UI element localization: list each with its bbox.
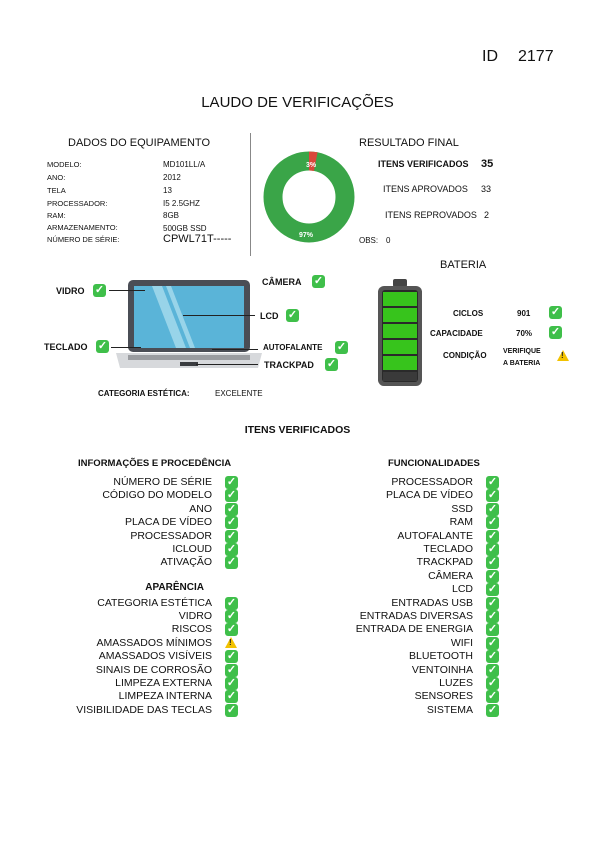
- checklist-item: CATEGORIA ESTÉTICA: [97, 596, 212, 609]
- checklist-item: VIDRO: [178, 610, 212, 622]
- check-icon: ✓: [487, 596, 498, 609]
- checklist-item: NÚMERO DE SÉRIE: [113, 476, 212, 488]
- spec-value: MD101LL/A: [163, 160, 206, 169]
- check-icon: ✓: [487, 556, 498, 569]
- check-icon: ✓: [487, 489, 498, 502]
- donut-pass-segment: [273, 161, 345, 233]
- donut-pass-label: 97%: [298, 232, 314, 239]
- check-icon: ✓: [487, 703, 498, 716]
- checklist-item: PLACA DE VÍDEO: [125, 516, 212, 529]
- check-icon: ✓: [226, 529, 237, 542]
- check-icon: ✓: [487, 663, 498, 676]
- donut-fail-label: 3%: [305, 162, 317, 169]
- camera-label: CÂMERA: [262, 277, 302, 287]
- check-icon: ✓: [94, 284, 105, 296]
- checked-heading: ITENS VERIFICADOS: [244, 424, 351, 436]
- check-icon: ✓: [326, 358, 337, 370]
- spec-label: RAM:: [47, 211, 66, 220]
- approved-value: 33: [481, 184, 492, 194]
- check-icon: ✓: [336, 341, 347, 353]
- check-icon: ✓: [226, 476, 237, 488]
- check-icon: ✓: [487, 677, 498, 689]
- checklist-item: ENTRADAS DIVERSAS: [359, 610, 473, 622]
- checklist-item: VENTOINHA: [411, 663, 473, 676]
- check-icon: ✓: [550, 326, 561, 338]
- checklist-item: ENTRADAS USB: [391, 596, 473, 609]
- spec-value: CPWL71T-----: [163, 233, 232, 245]
- condition-label: CONDIÇÃO: [443, 351, 487, 360]
- check-icon: ✓: [97, 340, 108, 352]
- autofalante-label: AUTOFALANTE: [263, 343, 323, 352]
- check-icon: ✓: [313, 275, 324, 287]
- check-icon: ✓: [487, 516, 498, 529]
- checklist-item: SENSORES: [414, 690, 473, 703]
- checklist-item: BLUETOOTH: [409, 650, 473, 663]
- check-icon: ✓: [226, 543, 237, 555]
- battery-heading: BATERIA: [440, 259, 487, 271]
- teclado-label: TECLADO: [44, 342, 88, 352]
- checklist-item: AUTOFALANTE: [397, 529, 473, 542]
- checklist-item: SINAIS DE CORROSÃO: [95, 663, 212, 676]
- check-icon: ✓: [226, 650, 237, 663]
- leader-line: [212, 349, 258, 350]
- spec-label: NÚMERO DE SÉRIE:: [47, 235, 120, 244]
- category-value: EXCELENTE: [215, 389, 263, 398]
- verified-label: ITENS VERIFICADOS: [378, 159, 469, 169]
- checklist-item: LIMPEZA INTERNA: [118, 690, 212, 703]
- checklist-item: TECLADO: [423, 543, 473, 555]
- check-icon: ✓: [487, 610, 498, 622]
- condition-value: A BATERIA: [503, 360, 541, 367]
- check-icon: ✓: [226, 663, 237, 676]
- check-icon: ✓: [226, 610, 237, 622]
- warning-icon: [557, 350, 569, 361]
- rejected-label: ITENS REPROVADOS: [385, 210, 477, 220]
- check-icon: ✓: [487, 529, 498, 542]
- checklist-item: TRACKPAD: [416, 556, 473, 569]
- result-heading: RESULTADO FINAL: [359, 137, 459, 149]
- check-icon: ✓: [226, 556, 237, 569]
- check-icon: ✓: [487, 650, 498, 663]
- obs-label: OBS:: [359, 236, 379, 245]
- checklist-item: RISCOS: [171, 623, 212, 636]
- verified-value: 35: [481, 158, 494, 170]
- checklist-item: WIFI: [450, 636, 473, 649]
- battery-icon: [376, 278, 424, 388]
- check-icon: ✓: [226, 502, 237, 515]
- spec-value: I5 2.5GHZ: [163, 199, 200, 208]
- checklist-item: ANO: [189, 502, 212, 515]
- cycles-label: CICLOS: [453, 309, 484, 318]
- checklist-item: AMASSADOS MÍNIMOS: [96, 636, 212, 649]
- leader-line: [109, 290, 145, 291]
- check-icon: ✓: [487, 476, 498, 488]
- trackpad-label: TRACKPAD: [264, 360, 314, 370]
- checklist-item: SSD: [451, 502, 473, 515]
- check-icon: ✓: [287, 309, 298, 321]
- checklist-item: LIMPEZA EXTERNA: [115, 677, 212, 689]
- checklist-item: PLACA DE VÍDEO: [386, 489, 473, 502]
- cycles-value: 901: [517, 309, 531, 318]
- checklist-item: SISTEMA: [426, 703, 473, 716]
- vidro-label: VIDRO: [56, 286, 85, 296]
- check-icon: ✓: [226, 677, 237, 689]
- capacity-label: CAPACIDADE: [430, 329, 483, 338]
- check-icon: ✓: [226, 623, 237, 636]
- spec-label: PROCESSADOR:: [47, 199, 108, 208]
- category-label: CATEGORIA ESTÉTICA:: [98, 389, 190, 398]
- check-icon: ✓: [226, 596, 237, 609]
- spec-value: 8GB: [163, 211, 180, 220]
- checklist-item: LCD: [451, 583, 473, 596]
- check-icon: ✓: [487, 623, 498, 636]
- check-icon: ✓: [487, 502, 498, 515]
- checklist-item: PROCESSADOR: [391, 476, 473, 488]
- warning-icon: [225, 637, 237, 648]
- checklist-item: CÓDIGO DO MODELO: [102, 489, 212, 502]
- leader-line: [111, 347, 141, 348]
- checklist-item: CÂMERA: [428, 569, 473, 582]
- spec-label: TELA: [47, 186, 66, 195]
- obs-value: 0: [386, 236, 391, 245]
- divider: [250, 133, 251, 256]
- check-icon: ✓: [487, 583, 498, 596]
- lcd-label: LCD: [260, 311, 279, 321]
- equipment-heading: DADOS DO EQUIPAMENTO: [68, 137, 211, 149]
- check-icon: ✓: [487, 636, 498, 649]
- leader-line: [196, 364, 258, 365]
- info-heading: INFORMAÇÕES E PROCEDÊNCIA: [78, 458, 232, 469]
- checklist-item: VISIBILIDADE DAS TECLAS: [76, 703, 212, 716]
- check-icon: ✓: [226, 516, 237, 529]
- spec-label: ANO:: [47, 173, 66, 182]
- id-value: 2177: [518, 48, 554, 65]
- appearance-heading: APARÊNCIA: [145, 581, 204, 593]
- result-donut-chart: [259, 150, 359, 244]
- spec-value: 500GB SSD: [163, 224, 207, 233]
- check-icon: ✓: [487, 543, 498, 555]
- check-icon: ✓: [487, 690, 498, 703]
- checklist-item: ATIVAÇÃO: [160, 556, 212, 569]
- spec-value: 13: [163, 186, 172, 195]
- condition-value: VERIFIQUE: [503, 348, 541, 355]
- leader-line: [183, 315, 255, 316]
- approved-label: ITENS APROVADOS: [383, 184, 468, 194]
- checklist-item: PROCESSADOR: [130, 529, 212, 542]
- checklist-item: LUZES: [439, 677, 473, 689]
- func-heading: FUNCIONALIDADES: [388, 458, 480, 469]
- id-label: ID: [482, 48, 498, 65]
- page-title: LAUDO DE VERIFICAÇÕES: [201, 94, 394, 111]
- checklist-item: ICLOUD: [172, 543, 212, 555]
- check-icon: ✓: [226, 703, 237, 716]
- spec-label: MODELO:: [47, 160, 82, 169]
- check-icon: ✓: [226, 690, 237, 703]
- checklist-item: AMASSADOS VISÍVEIS: [98, 650, 212, 663]
- check-icon: ✓: [487, 569, 498, 582]
- checklist-item: ENTRADA DE ENERGIA: [355, 623, 473, 636]
- laptop-icon: [114, 278, 264, 370]
- capacity-value: 70%: [516, 329, 533, 338]
- spec-label: ARMAZENAMENTO:: [47, 223, 118, 232]
- check-icon: ✓: [550, 306, 561, 318]
- checklist-item: RAM: [449, 516, 473, 529]
- spec-value: 2012: [163, 173, 181, 182]
- check-icon: ✓: [226, 489, 237, 502]
- rejected-value: 2: [484, 210, 490, 220]
